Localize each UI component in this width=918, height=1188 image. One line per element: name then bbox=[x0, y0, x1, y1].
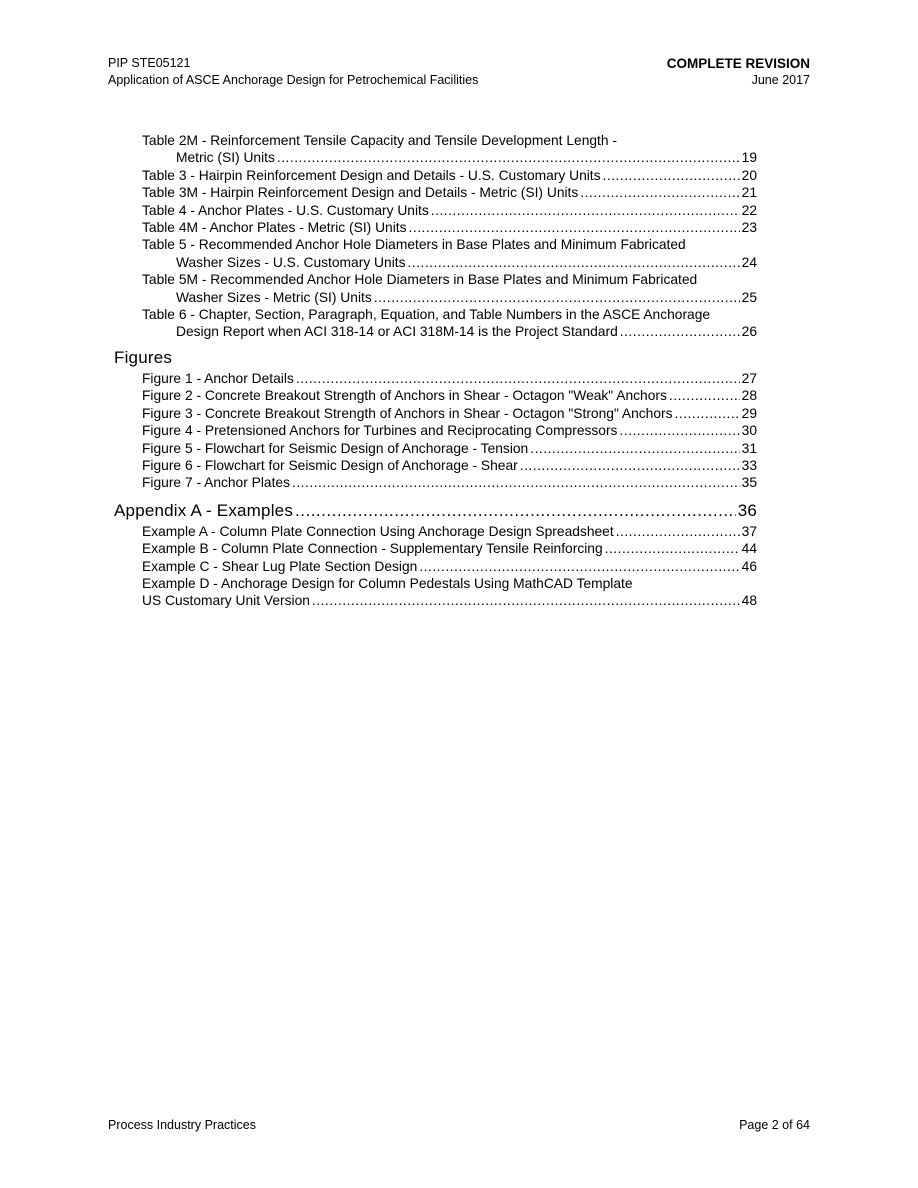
entry-page-number: 29 bbox=[741, 405, 757, 421]
entry-page-number: 28 bbox=[741, 388, 757, 404]
dot-leader bbox=[277, 149, 740, 166]
entry-title: Example B - Column Plate Connection - Supplementary Tensile Reinforcing bbox=[142, 541, 603, 557]
entry-title: Figure 3 - Concrete Breakout Strength of Anchors in Shear - Octagon "Strong" Anchors bbox=[142, 405, 673, 421]
appendix-heading: Appendix A - Examples bbox=[114, 500, 294, 520]
dot-leader bbox=[419, 558, 739, 575]
entry-title: Table 3 - Hairpin Reinforcement Design and Details - U.S. Customary Units bbox=[142, 167, 601, 183]
dot-leader bbox=[520, 457, 740, 474]
doc-id: PIP STE05121 bbox=[108, 56, 191, 70]
entry-title: Example A - Column Plate Connection Using Anchorage Design Spreadsheet bbox=[142, 523, 614, 539]
entry-page-number: 20 bbox=[741, 167, 757, 183]
entry-page-number: 23 bbox=[741, 220, 757, 236]
entry-page-number: 44 bbox=[741, 541, 757, 557]
example-entry[interactable] bbox=[114, 558, 757, 575]
page-header-right bbox=[667, 55, 810, 89]
example-entry[interactable] bbox=[114, 540, 757, 557]
entry-title: Figure 1 - Anchor Details bbox=[142, 370, 294, 386]
table-entry[interactable] bbox=[114, 271, 757, 306]
dot-leader bbox=[312, 592, 740, 609]
appendix-page: 36 bbox=[737, 500, 757, 520]
entry-page-number: 30 bbox=[741, 423, 757, 439]
entry-title-line: Table 5 - Recommended Anchor Hole Diameters in Base Plates and Minimum Fabricated bbox=[142, 237, 686, 253]
doc-title: Application of ASCE Anchorage Design for Petrochemical Facilities bbox=[108, 73, 479, 87]
entry-page-number: 25 bbox=[741, 289, 757, 305]
table-entry[interactable] bbox=[114, 132, 757, 167]
entry-title-continuation: Washer Sizes - Metric (SI) Units bbox=[176, 289, 372, 305]
entry-page-number: 33 bbox=[741, 457, 757, 473]
table-entry[interactable] bbox=[114, 219, 757, 236]
dot-leader bbox=[374, 289, 740, 306]
entry-page-number: 37 bbox=[741, 523, 757, 539]
table-entry[interactable] bbox=[114, 202, 757, 219]
entry-title-line: Table 5M - Recommended Anchor Hole Diameters in Base Plates and Minimum Fabricated bbox=[142, 272, 698, 288]
figure-entry[interactable] bbox=[114, 457, 757, 474]
entry-page-number: 22 bbox=[741, 202, 757, 218]
table-of-contents bbox=[114, 132, 757, 610]
entry-title: Figure 6 - Flowchart for Seismic Design of Anchorage - Shear bbox=[142, 457, 518, 473]
footer-page-number: Page 2 of 64 bbox=[739, 1118, 810, 1132]
entry-title: Example C - Shear Lug Plate Section Design bbox=[142, 558, 418, 574]
page-header-left bbox=[108, 55, 478, 89]
entry-page-number: 48 bbox=[741, 593, 757, 609]
figure-entry[interactable] bbox=[114, 440, 757, 457]
dot-leader bbox=[620, 323, 740, 340]
entry-title-line: Table 6 - Chapter, Section, Paragraph, Equation, and Table Numbers in the ASCE Anchorage bbox=[142, 307, 711, 323]
dot-leader bbox=[296, 370, 740, 387]
figure-entry[interactable] bbox=[114, 387, 757, 404]
entry-title: Figure 5 - Flowchart for Seismic Design of Anchorage - Tension bbox=[142, 440, 529, 456]
dot-leader bbox=[530, 440, 739, 457]
dot-leader bbox=[431, 202, 740, 219]
dot-leader bbox=[619, 422, 739, 439]
dot-leader bbox=[408, 254, 740, 271]
appendix-heading-row[interactable] bbox=[114, 500, 757, 522]
table-entry[interactable] bbox=[114, 236, 757, 271]
figure-entry[interactable] bbox=[114, 370, 757, 387]
tables-list bbox=[114, 132, 757, 341]
figure-entry[interactable] bbox=[114, 422, 757, 439]
footer-publisher: Process Industry Practices bbox=[108, 1118, 256, 1132]
entry-title-continuation: Metric (SI) Units bbox=[176, 150, 275, 166]
entry-title-continuation: Washer Sizes - U.S. Customary Units bbox=[176, 254, 406, 270]
entry-title: Figure 4 - Pretensioned Anchors for Turbines and Reciprocating Compressors bbox=[142, 423, 618, 439]
dot-leader bbox=[605, 540, 740, 557]
entry-page-number: 31 bbox=[741, 440, 757, 456]
entry-title-continuation: Design Report when ACI 318-14 or ACI 318M-14 is the Project Standard bbox=[176, 324, 618, 340]
figure-entry[interactable] bbox=[114, 405, 757, 422]
dot-leader bbox=[603, 167, 740, 184]
dot-leader bbox=[292, 474, 740, 491]
entry-title: Table 4 - Anchor Plates - U.S. Customary Units bbox=[142, 202, 429, 218]
entry-page-number: 26 bbox=[741, 324, 757, 340]
figure-entry[interactable] bbox=[114, 474, 757, 491]
dot-leader bbox=[616, 523, 740, 540]
entry-page-number: 19 bbox=[741, 150, 757, 166]
entry-title-line: Table 2M - Reinforcement Tensile Capacity and Tensile Development Length - bbox=[142, 133, 617, 148]
entry-title-line: Example D - Anchorage Design for Column Pedestals Using MathCAD Template bbox=[142, 575, 633, 591]
dot-leader bbox=[580, 184, 739, 201]
revision-label: COMPLETE REVISION bbox=[666, 56, 810, 71]
table-entry[interactable] bbox=[114, 306, 757, 341]
entry-page-number: 24 bbox=[741, 254, 757, 270]
table-entry[interactable] bbox=[114, 184, 757, 201]
dot-leader bbox=[675, 405, 740, 422]
table-entry[interactable] bbox=[114, 167, 757, 184]
figures-heading: Figures bbox=[114, 347, 173, 367]
entry-page-number: 27 bbox=[741, 370, 757, 386]
entry-title: Figure 2 - Concrete Breakout Strength of Anchors in Shear - Octagon "Weak" Anchors bbox=[142, 388, 667, 404]
entry-page-number: 35 bbox=[741, 475, 757, 491]
dot-leader bbox=[409, 219, 740, 236]
entry-title: Figure 7 - Anchor Plates bbox=[142, 475, 291, 491]
example-entry[interactable] bbox=[114, 575, 757, 610]
entry-page-number: 46 bbox=[741, 558, 757, 574]
examples-list bbox=[114, 523, 757, 610]
entry-title: Table 3M - Hairpin Reinforcement Design and Details - Metric (SI) Units bbox=[142, 185, 579, 201]
figures-list bbox=[114, 370, 757, 492]
entry-title: Table 4M - Anchor Plates - Metric (SI) Units bbox=[142, 220, 407, 236]
entry-page-number: 21 bbox=[741, 185, 757, 201]
entry-title-continuation: US Customary Unit Version bbox=[142, 593, 310, 609]
dot-leader bbox=[295, 500, 736, 522]
example-entry[interactable] bbox=[114, 523, 757, 540]
dot-leader bbox=[669, 387, 740, 404]
revision-date: June 2017 bbox=[751, 73, 810, 87]
